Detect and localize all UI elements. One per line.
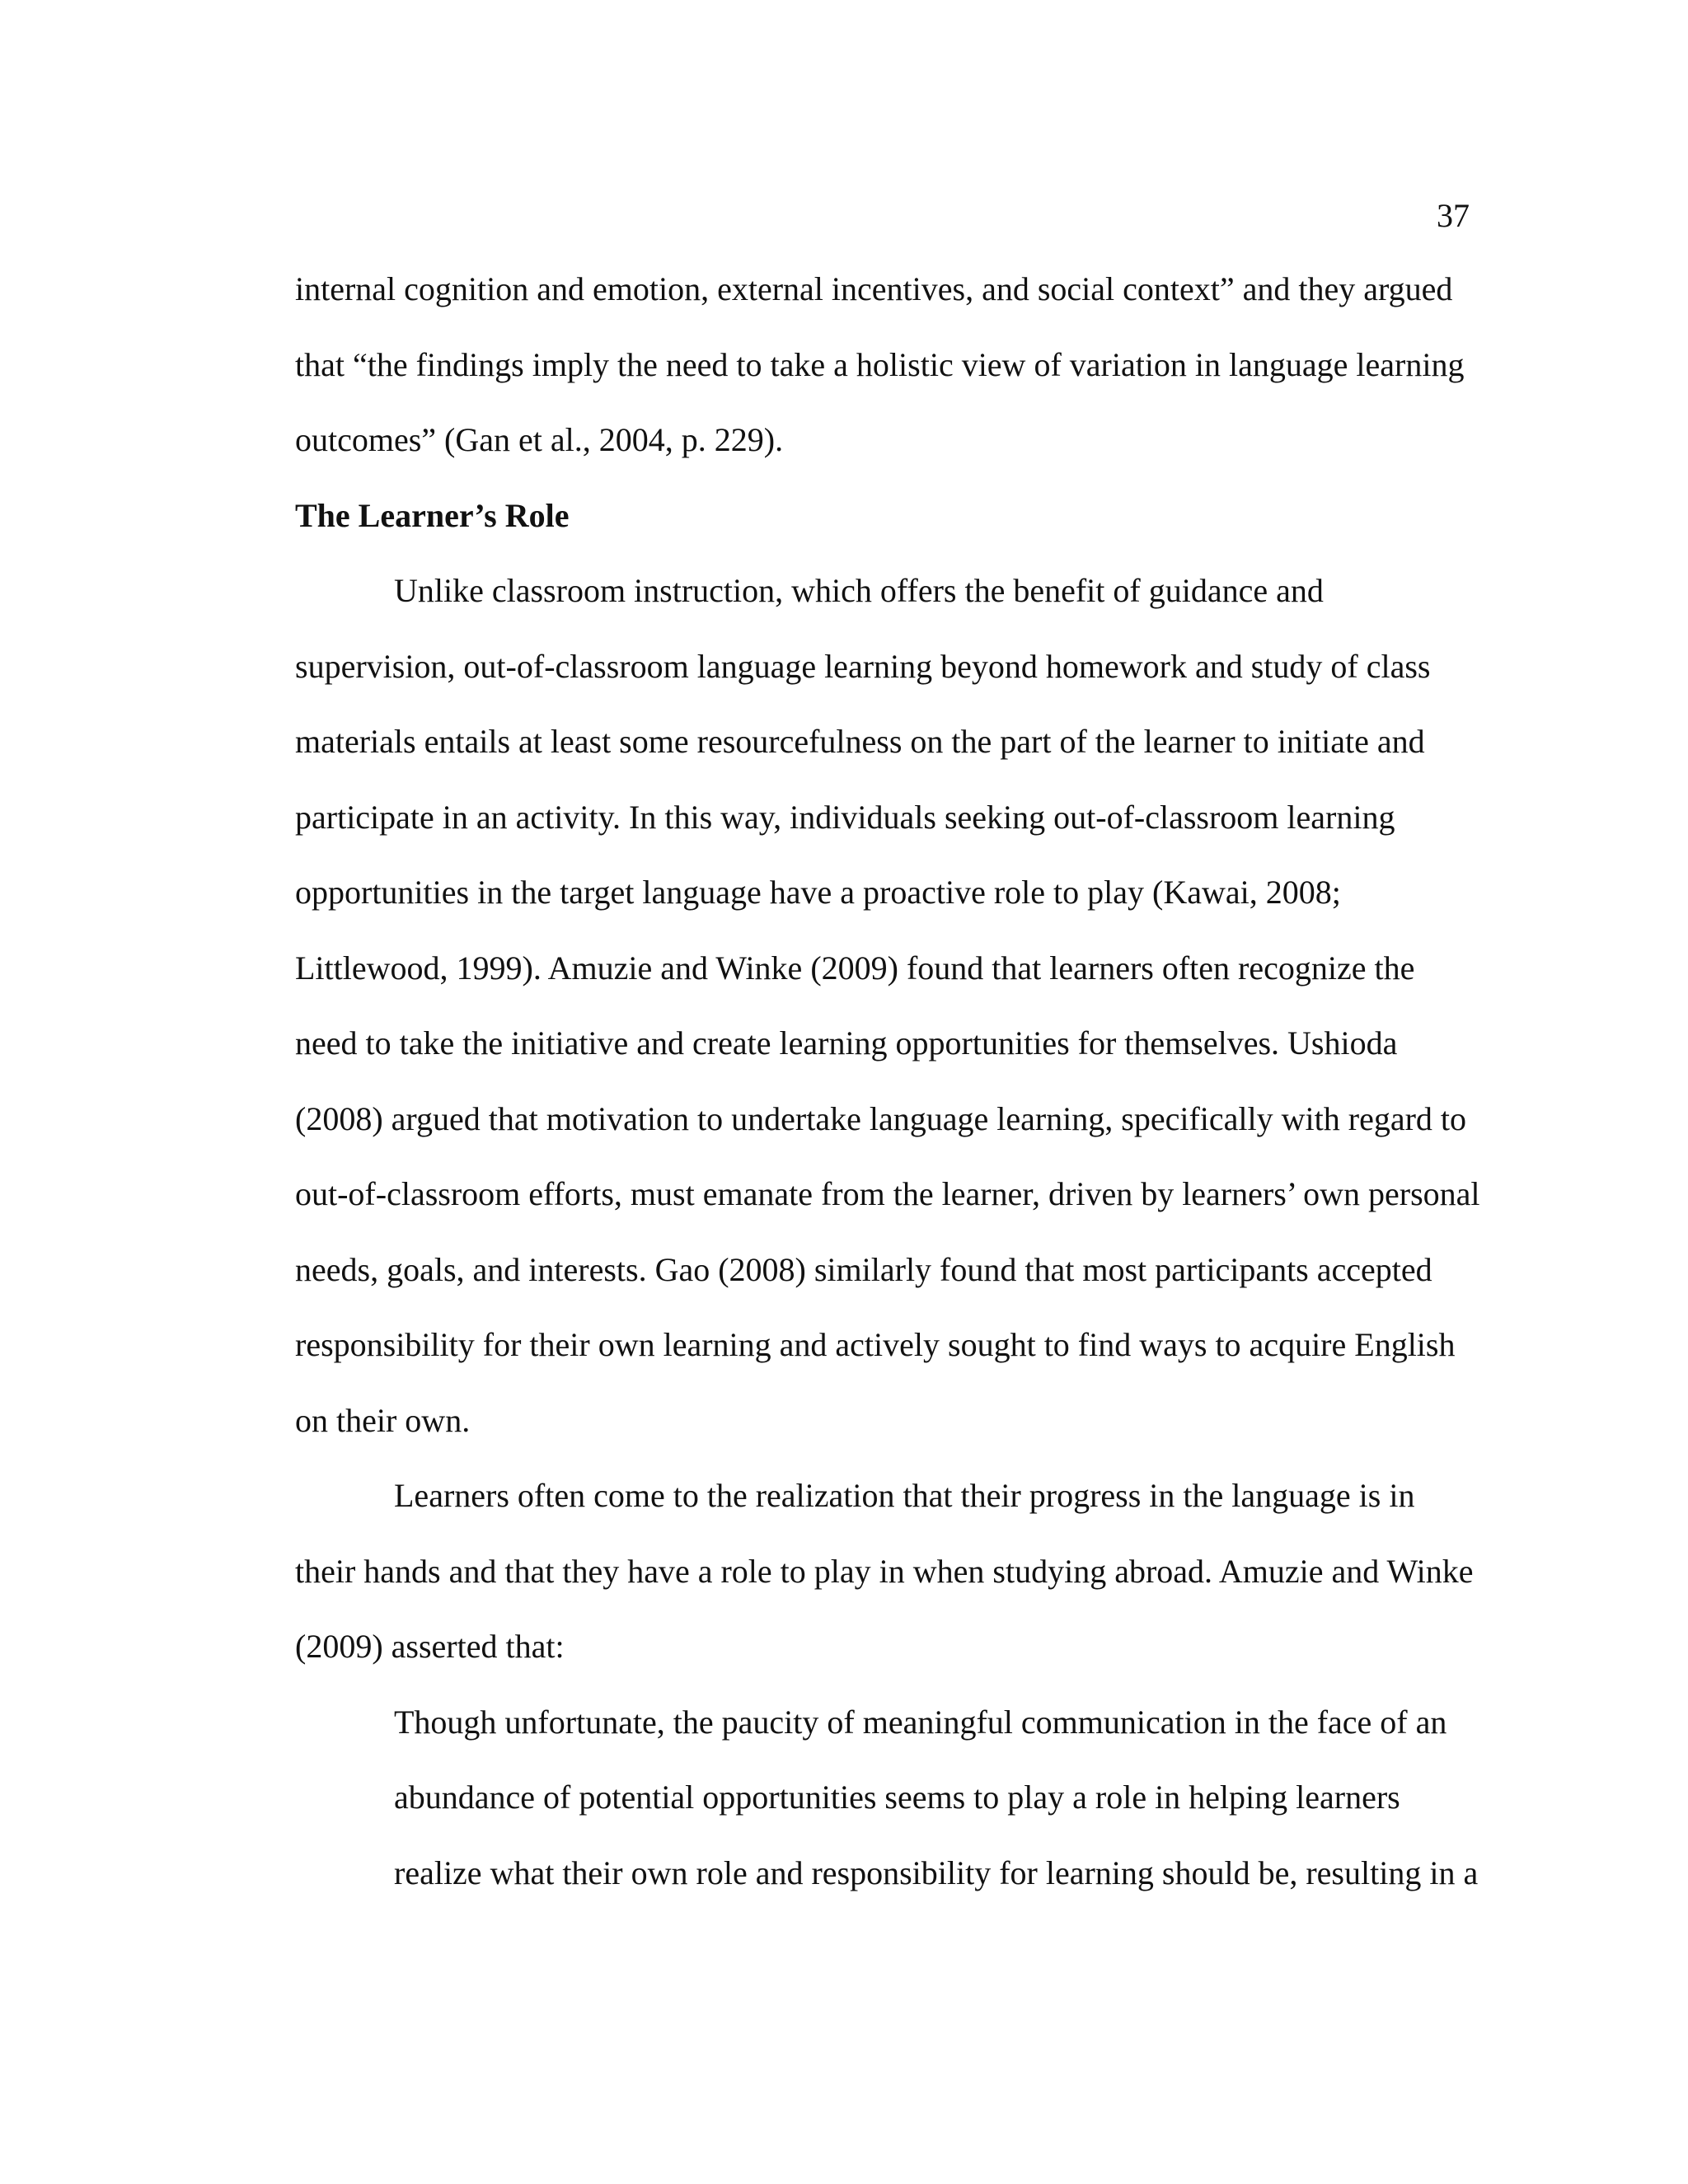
paragraph-realization: Learners often come to the realization that their progress in the language is in their hands and that they have a role to play in when studying abroad. Amuzie and Winke (2009) asserted that: xyxy=(295,1477,1474,1665)
document-body xyxy=(295,251,1482,1910)
block-quote: Though unfortunate, the paucity of meaningful communication in the face of an abundance of potential opportunities seems to play a role in helping learners realize what their own role and responsibility for learning should be, resulting in a xyxy=(394,1703,1479,1891)
paragraph-continuation: internal cognition and emotion, external incentives, and social context” and they argued that “the findings imply the need to take a holistic view of variation in language learning outcomes” (Gan et al., 2004, p. 229). xyxy=(295,270,1465,458)
page-number: 37 xyxy=(1437,197,1470,234)
section-heading: The Learner’s Role xyxy=(295,496,570,534)
paragraph-learner-role: Unlike classroom instruction, which offers the benefit of guidance and supervision, out-of-classroom language learning beyond homework and study of class materials entails at least some resourcefulness on the part of the learner to initiate and participate in an activity. In this way, individuals seeking out-of-classroom learning opportunities in the target language have a proactive role to play (Kawai, 2008; Littlewood, 1999). Amuzie and Winke (2009) found that learners often recognize the need to take the initiative and create learning opportunities for themselves. Ushioda (2008) argued that motivation to undertake language learning, specifically with regard to out-of-classroom efforts, must emanate from the learner, driven by learners’ own personal needs, goals, and interests. Gao (2008) similarly found that most participants accepted responsibility for their own learning and actively sought to find ways to acquire English on their own. xyxy=(295,572,1480,1439)
